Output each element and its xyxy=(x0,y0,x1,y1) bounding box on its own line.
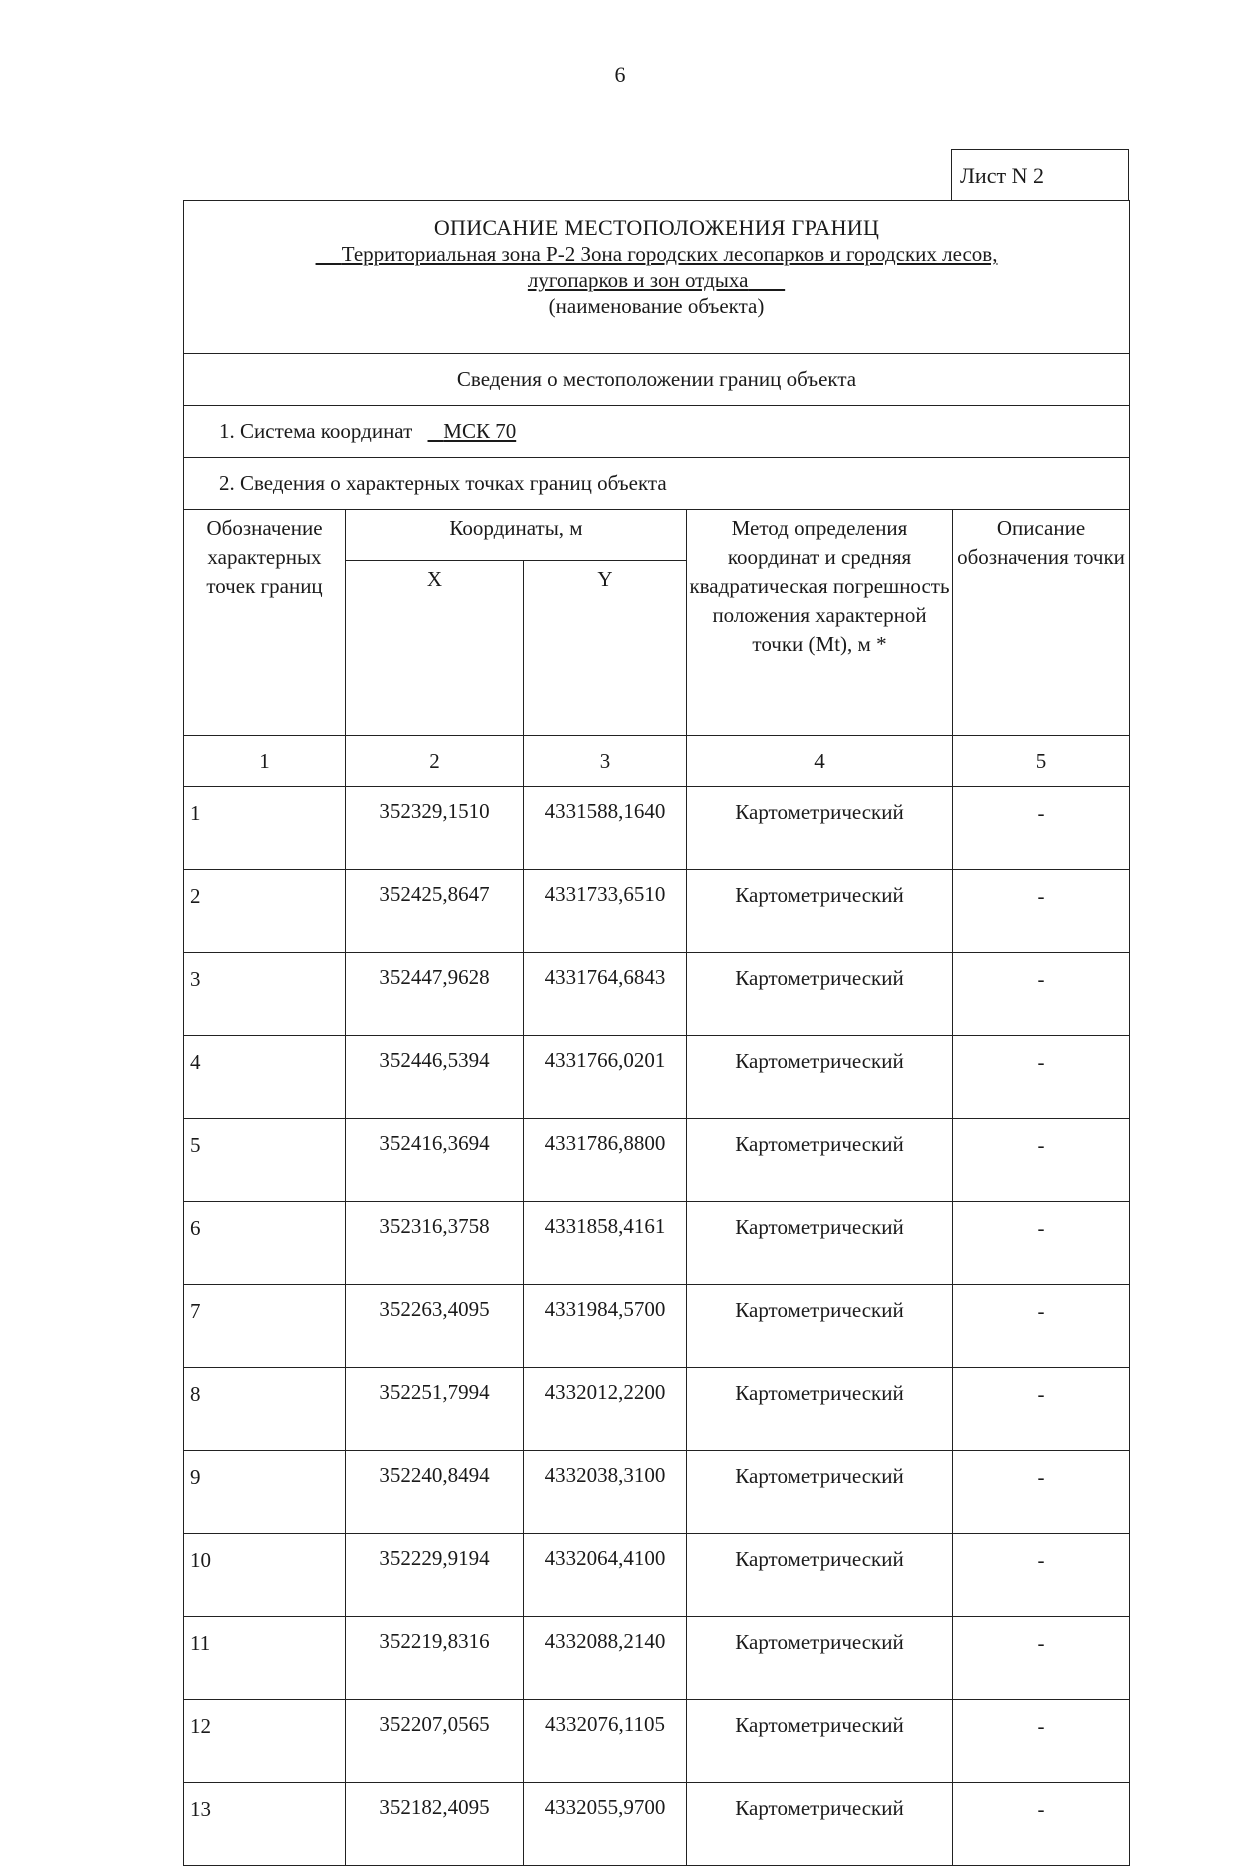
point-designation: 12 xyxy=(184,1700,346,1783)
table-row xyxy=(184,1534,1130,1617)
document-title: ОПИСАНИЕ МЕСТОПОЛОЖЕНИЯ ГРАНИЦ xyxy=(433,215,880,240)
method: Картометрический xyxy=(687,1534,953,1617)
point-description: - xyxy=(953,870,1130,953)
point-designation: 6 xyxy=(184,1202,346,1285)
coord-y: 4332038,3100 xyxy=(524,1451,687,1534)
table-row xyxy=(184,953,1130,1036)
point-designation: 7 xyxy=(184,1285,346,1368)
object-name-line-2: лугопарков и зон отдыха xyxy=(527,268,749,292)
column-number: 3 xyxy=(524,736,687,787)
point-description: - xyxy=(953,1451,1130,1534)
point-description: - xyxy=(953,1700,1130,1783)
coord-y: 4331764,6843 xyxy=(524,953,687,1036)
coord-y: 4332064,4100 xyxy=(524,1534,687,1617)
coord-x: 352263,4095 xyxy=(346,1285,524,1368)
method: Картометрический xyxy=(687,1783,953,1866)
coordinate-system-row xyxy=(184,406,1130,458)
method: Картометрический xyxy=(687,870,953,953)
page-number: 6 xyxy=(614,62,626,87)
boundary-description-table xyxy=(183,200,1130,1866)
coord-x: 352416,3694 xyxy=(346,1119,524,1202)
point-designation: 11 xyxy=(184,1617,346,1700)
coord-x: 352446,5394 xyxy=(346,1036,524,1119)
table-row xyxy=(184,1451,1130,1534)
method: Картометрический xyxy=(687,787,953,870)
point-description: - xyxy=(953,1617,1130,1700)
object-name-caption: (наименование объекта) xyxy=(548,294,765,318)
col-coords-header: Координаты, м xyxy=(346,510,687,561)
table-row xyxy=(184,870,1130,953)
coord-y: 4331984,5700 xyxy=(524,1285,687,1368)
coord-y: 4331766,0201 xyxy=(524,1036,687,1119)
column-numbers-row xyxy=(184,736,1130,787)
coord-y: 4332012,2200 xyxy=(524,1368,687,1451)
column-number: 1 xyxy=(184,736,346,787)
coord-x: 352329,1510 xyxy=(346,787,524,870)
method: Картометрический xyxy=(687,1451,953,1534)
coord-x: 352447,9628 xyxy=(346,953,524,1036)
col-designation-header: Обозначение характерных точек границ xyxy=(184,510,346,736)
point-description: - xyxy=(953,1534,1130,1617)
coord-y: 4331733,6510 xyxy=(524,870,687,953)
section-header: Сведения о местоположении границ объекта xyxy=(184,354,1130,406)
coord-x: 352182,4095 xyxy=(346,1783,524,1866)
method: Картометрический xyxy=(687,1036,953,1119)
column-number: 5 xyxy=(953,736,1130,787)
method: Картометрический xyxy=(687,953,953,1036)
point-designation: 13 xyxy=(184,1783,346,1866)
point-description: - xyxy=(953,1368,1130,1451)
col-method-header: Метод определения координат и средняя квадратическая погрешность положения характерной точки (Мt), м * xyxy=(687,510,953,736)
coord-x: 352425,8647 xyxy=(346,870,524,953)
method: Картометрический xyxy=(687,1617,953,1700)
point-description: - xyxy=(953,1202,1130,1285)
point-designation: 3 xyxy=(184,953,346,1036)
method: Картометрический xyxy=(687,1368,953,1451)
point-description: - xyxy=(953,1036,1130,1119)
point-description: - xyxy=(953,953,1130,1036)
point-designation: 8 xyxy=(184,1368,346,1451)
table-row xyxy=(184,1700,1130,1783)
table-row xyxy=(184,787,1130,870)
coord-y: 4332076,1105 xyxy=(524,1700,687,1783)
coord-x: 352229,9194 xyxy=(346,1534,524,1617)
table-row xyxy=(184,1285,1130,1368)
coord-y: 4331786,8800 xyxy=(524,1119,687,1202)
point-designation: 5 xyxy=(184,1119,346,1202)
point-description: - xyxy=(953,1119,1130,1202)
coord-y: 4332055,9700 xyxy=(524,1783,687,1866)
point-designation: 2 xyxy=(184,870,346,953)
sheet-label: Лист N 2 xyxy=(951,149,1129,200)
column-number: 2 xyxy=(346,736,524,787)
coordinate-system-label: 1. Система координат xyxy=(219,419,413,443)
point-designation: 10 xyxy=(184,1534,346,1617)
coord-y: 4331858,4161 xyxy=(524,1202,687,1285)
point-description: - xyxy=(953,1783,1130,1866)
col-description-header: Описание обозначения точки xyxy=(953,510,1130,736)
table-row xyxy=(184,1036,1130,1119)
table-row xyxy=(184,1202,1130,1285)
table-row xyxy=(184,1617,1130,1700)
point-designation: 9 xyxy=(184,1451,346,1534)
point-description: - xyxy=(953,1285,1130,1368)
point-description: - xyxy=(953,787,1130,870)
point-designation: 4 xyxy=(184,1036,346,1119)
coord-y: 4332088,2140 xyxy=(524,1617,687,1700)
method: Картометрический xyxy=(687,1119,953,1202)
coord-x: 352240,8494 xyxy=(346,1451,524,1534)
coord-x: 352251,7994 xyxy=(346,1368,524,1451)
method: Картометрический xyxy=(687,1285,953,1368)
col-x-header: X xyxy=(346,561,524,736)
method: Картометрический xyxy=(687,1700,953,1783)
point-designation: 1 xyxy=(184,787,346,870)
method: Картометрический xyxy=(687,1202,953,1285)
coord-x: 352316,3758 xyxy=(346,1202,524,1285)
coord-x: 352207,0565 xyxy=(346,1700,524,1783)
points-header: 2. Сведения о характерных точках границ объекта xyxy=(184,458,1130,510)
col-y-header: Y xyxy=(524,561,687,736)
column-number: 4 xyxy=(687,736,953,787)
coord-x: 352219,8316 xyxy=(346,1617,524,1700)
table-row xyxy=(184,1368,1130,1451)
document-title-block xyxy=(184,201,1130,354)
table-row xyxy=(184,1119,1130,1202)
table-row xyxy=(184,1783,1130,1866)
coordinate-system-value: МСК 70 xyxy=(443,419,517,443)
object-name-line-1: Территориальная зона Р-2 Зона городских лесопарков и городских лесов, xyxy=(341,242,998,266)
coord-y: 4331588,1640 xyxy=(524,787,687,870)
